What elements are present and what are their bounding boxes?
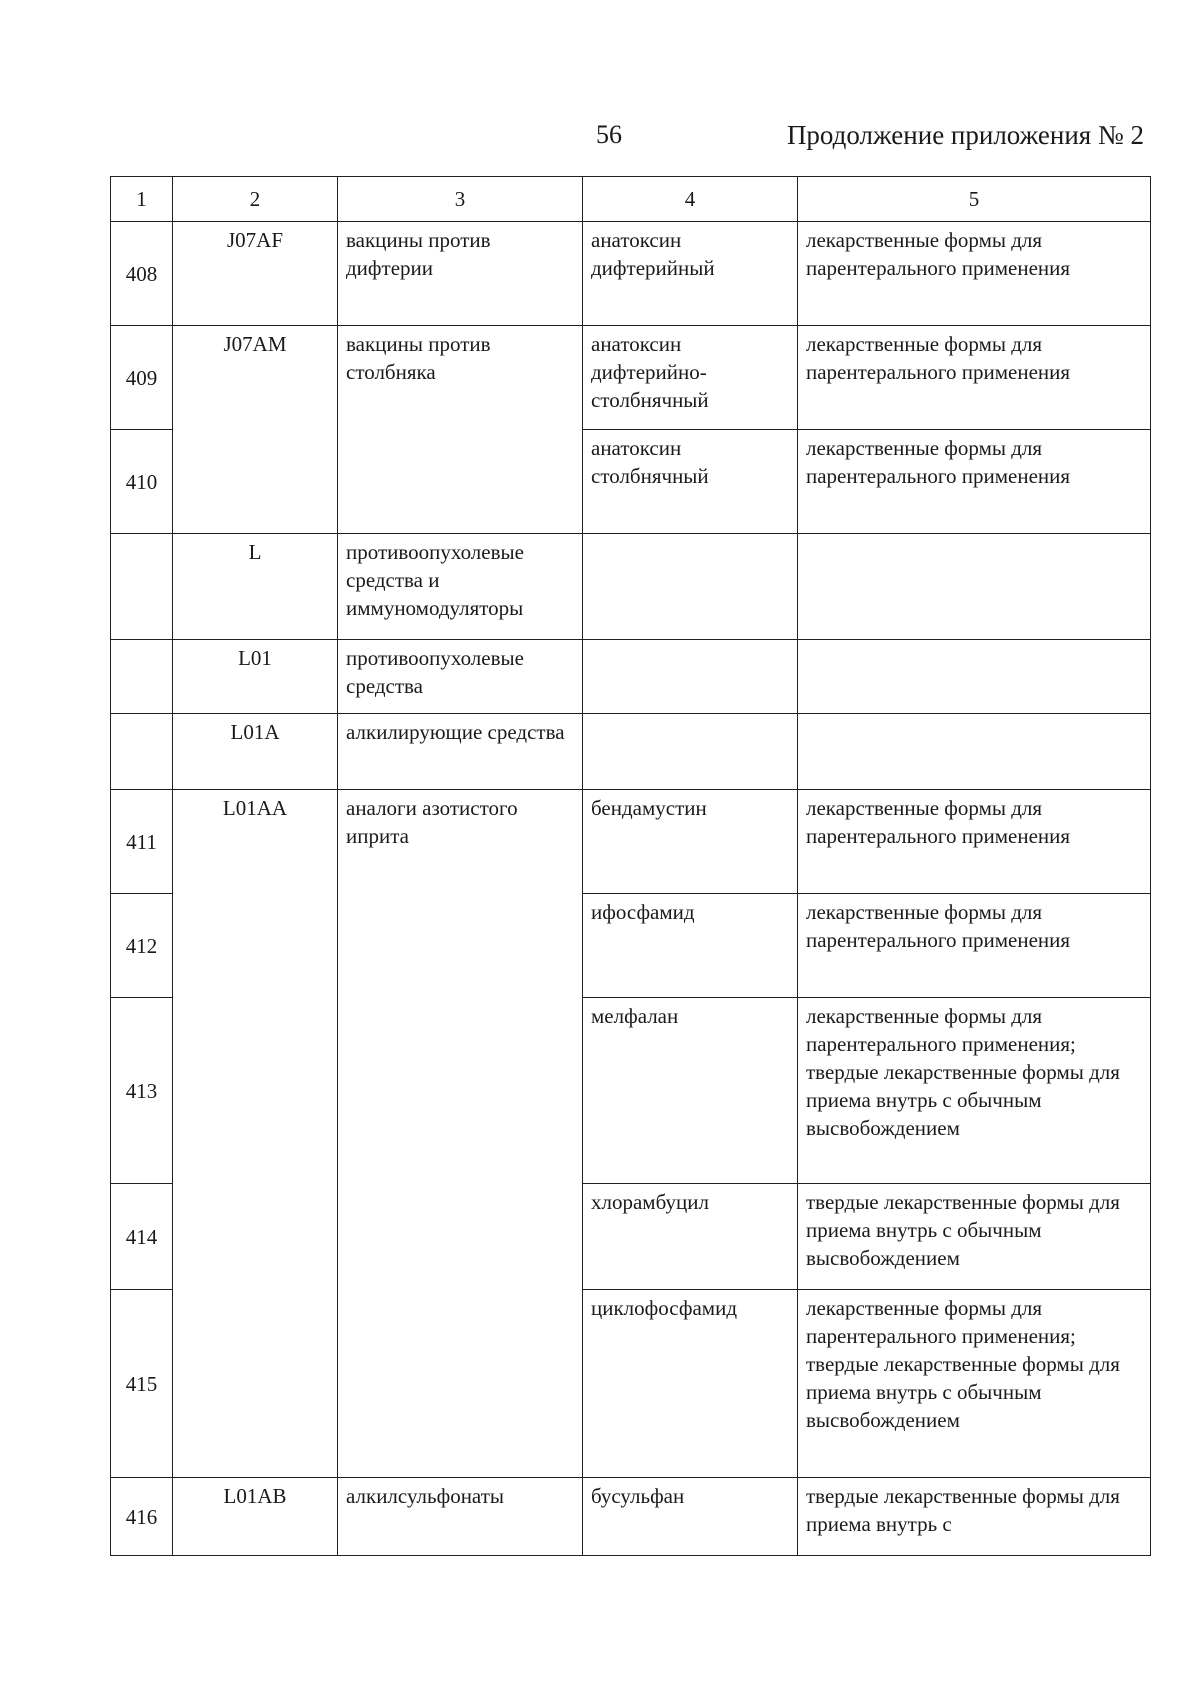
row-number <box>111 534 173 640</box>
anatomical-group: алкилсульфонаты <box>338 1478 583 1556</box>
anatomical-group: аналоги азотистого иприта <box>338 790 583 1478</box>
table-row <box>111 222 1151 326</box>
table-row <box>111 326 1151 430</box>
dosage-form: лекарственные формы для парентерального применения <box>798 894 1151 998</box>
dosage-form <box>798 640 1151 714</box>
dosage-form-part: твердые лекарственные формы для приема внутрь с обычным высвобождением <box>806 1060 1120 1140</box>
table-header-row <box>111 177 1151 222</box>
drug-name: циклофосфамид <box>583 1290 798 1478</box>
column-header: 2 <box>173 177 338 222</box>
anatomical-group: вакцины против дифтерии <box>338 222 583 326</box>
running-title: Продолжение приложения № 2 <box>786 120 1144 150</box>
table-row <box>111 534 1151 640</box>
column-header: 4 <box>583 177 798 222</box>
row-number: 409 <box>111 326 173 430</box>
anatomical-group: вакцины против столбняка <box>338 326 583 534</box>
column-header: 3 <box>338 177 583 222</box>
table-row <box>111 790 1151 894</box>
table-row <box>111 714 1151 790</box>
drug-name: хлорамбуцил <box>583 1184 798 1290</box>
row-number <box>111 714 173 790</box>
dosage-form <box>798 714 1151 790</box>
dosage-form: лекарственные формы для парентерального применения <box>798 790 1151 894</box>
column-header: 5 <box>798 177 1151 222</box>
drug-name <box>583 534 798 640</box>
drug-name: анатоксин столбнячный <box>583 430 798 534</box>
dosage-form-part: лекарственные формы для парентерального применения; <box>806 1004 1076 1056</box>
drug-name: бендамустин <box>583 790 798 894</box>
dosage-form: твердые лекарственные формы для приема внутрь с <box>798 1478 1151 1556</box>
dosage-form <box>798 534 1151 640</box>
dosage-form <box>798 1290 1151 1478</box>
dosage-form: лекарственные формы для парентерального применения <box>798 430 1151 534</box>
row-number: 411 <box>111 790 173 894</box>
atc-code: L01A <box>173 714 338 790</box>
row-number: 410 <box>111 430 173 534</box>
table-row <box>111 1478 1151 1556</box>
row-number: 413 <box>111 998 173 1184</box>
row-number: 416 <box>111 1478 173 1556</box>
drug-name: анатоксин дифтерийный <box>583 222 798 326</box>
atc-code: J07AF <box>173 222 338 326</box>
dosage-form-part: твердые лекарственные формы для приема внутрь с обычным высвобождением <box>806 1352 1120 1432</box>
dosage-form: лекарственные формы для парентерального применения <box>798 222 1151 326</box>
anatomical-group: противоопухолевые средства <box>338 640 583 714</box>
row-number: 415 <box>111 1290 173 1478</box>
atc-code: J07AM <box>173 326 338 534</box>
dosage-form-part: лекарственные формы для парентерального применения; <box>806 1296 1076 1348</box>
anatomical-group: алкилирующие средства <box>338 714 583 790</box>
row-number: 412 <box>111 894 173 998</box>
dosage-form <box>798 998 1151 1184</box>
atc-code: L <box>173 534 338 640</box>
row-number <box>111 640 173 714</box>
drug-name: мелфалан <box>583 998 798 1184</box>
anatomical-group: противоопухолевые средства и иммуномодуляторы <box>338 534 583 640</box>
drug-name: бусульфан <box>583 1478 798 1556</box>
drug-table <box>110 176 1151 1556</box>
drug-name <box>583 640 798 714</box>
drug-name <box>583 714 798 790</box>
drug-name: ифосфамид <box>583 894 798 998</box>
atc-code: L01 <box>173 640 338 714</box>
atc-code: L01AA <box>173 790 338 1478</box>
column-header: 1 <box>111 177 173 222</box>
dosage-form: лекарственные формы для парентерального применения <box>798 326 1151 430</box>
atc-code: L01AB <box>173 1478 338 1556</box>
row-number: 408 <box>111 222 173 326</box>
page-number: 56 <box>596 120 622 149</box>
drug-name: анатоксин дифтерийно-столбнячный <box>583 326 798 430</box>
table-row <box>111 640 1151 714</box>
dosage-form: твердые лекарственные формы для приема внутрь с обычным высвобождением <box>798 1184 1151 1290</box>
row-number: 414 <box>111 1184 173 1290</box>
